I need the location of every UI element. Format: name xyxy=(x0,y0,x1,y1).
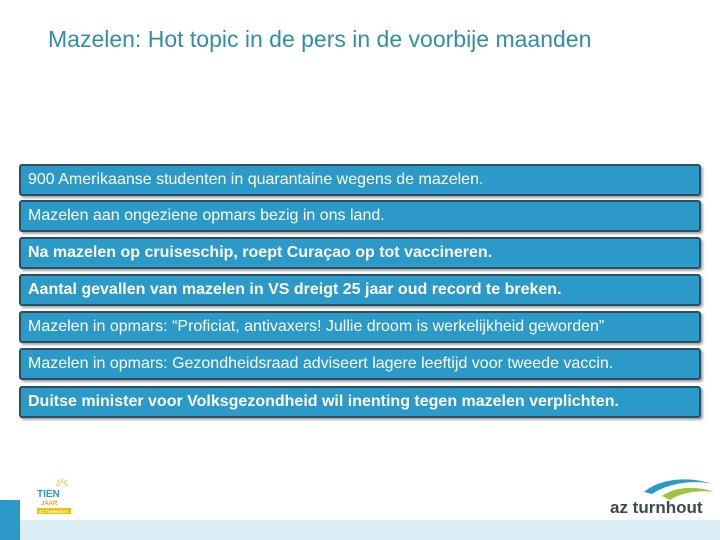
headline-item: Na mazelen op cruiseschip, roept Curaçao op tot vaccineren. xyxy=(19,237,701,269)
headline-item: Mazelen aan ongeziene opmars bezig in ons land. xyxy=(19,200,701,232)
svg-text:TIEN: TIEN xyxy=(37,489,60,500)
headline-item: Mazelen in opmars: “Proficiat, antivaxers! Jullie droom is werkelijkheid geworden” xyxy=(19,311,701,343)
svg-text:AZ TURNHOUT: AZ TURNHOUT xyxy=(39,509,68,514)
sunburst-icon xyxy=(56,478,68,486)
svg-text:JAAR: JAAR xyxy=(41,501,58,507)
brand-wordmark: az turnhout xyxy=(610,498,703,517)
headline-item: Aantal gevallen van mazelen in VS dreigt 25 jaar oud record te breken. xyxy=(19,274,701,306)
headline-item: 900 Amerikaanse studenten in quarantaine wegens de mazelen. xyxy=(19,164,701,196)
headline-item: Duitse minister voor Volksgezondheid wil inenting tegen mazelen verplichten. xyxy=(19,386,701,418)
slide-title: Mazelen: Hot topic in de pers in de voorbije maanden xyxy=(48,26,592,52)
headline-item: Mazelen in opmars: Gezondheidsraad adviseert lagere leeftijd voor tweede vaccin. xyxy=(19,348,701,380)
footer-accent-bar xyxy=(0,500,20,540)
tien-jaar-badge-logo xyxy=(36,476,72,516)
footer-band xyxy=(20,520,720,540)
